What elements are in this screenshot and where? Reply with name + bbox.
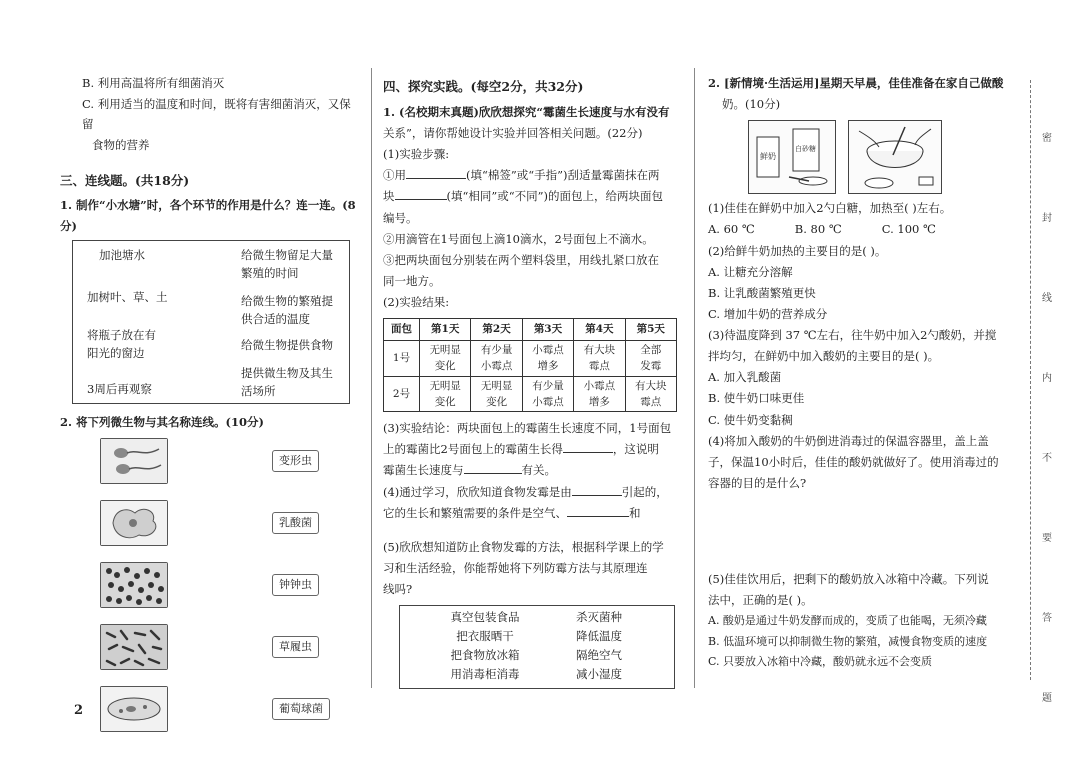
question-2: 2. 将下列微生物与其名称连线。(10分): [60, 414, 264, 429]
question-5-cont: 习和生活经验，你能帮她将下列防霉方法与其原理连: [383, 560, 648, 575]
table-header: 面包: [384, 319, 420, 341]
table-cell: 无明显 变化: [420, 341, 471, 377]
table-header-row: [384, 319, 677, 341]
question-4-text: (4)通过学习，欣欣知道食物发霉是由: [383, 484, 572, 499]
option[interactable]: C. 增加牛奶的营养成分: [708, 306, 828, 321]
margin-char: 内: [1042, 373, 1052, 384]
microbe-picture-lactobacillus[interactable]: [100, 624, 168, 670]
option[interactable]: A. 加入乳酸菌: [708, 370, 782, 385]
part-4-cont: 容器的目的是什么?: [708, 475, 807, 490]
pond-role[interactable]: 给微生物的繁殖提: [241, 293, 333, 308]
mold-method[interactable]: 把衣服晒干: [456, 629, 514, 644]
part-1: (1)佳佳在鲜奶中加入2勺白糖，加热至( )左右。: [708, 201, 952, 216]
pond-role: 繁殖的时间: [241, 265, 299, 280]
option[interactable]: A. 60 ℃: [708, 222, 755, 237]
step-1-text: (填“棉签”或“手指”)刮适量霉菌抹在两: [466, 168, 660, 183]
microbe-row: [60, 434, 358, 496]
microbe-row: [60, 682, 358, 744]
margin-char: 要: [1042, 533, 1052, 544]
stirring-picture: [848, 120, 942, 194]
microbe-name[interactable]: 葡萄球菌: [272, 698, 330, 720]
pond-role[interactable]: 给微生物留足大量: [241, 247, 333, 262]
page-number: 2: [74, 703, 84, 718]
table-cell: 无明显 变化: [471, 376, 522, 412]
mold-method[interactable]: 把食物放冰箱: [450, 648, 520, 663]
sugar-label: 白砂糖: [795, 145, 816, 154]
option[interactable]: B. 80 ℃: [794, 222, 842, 237]
conclusion-text: ，这说明: [612, 442, 659, 457]
margin-char: 密: [1042, 133, 1052, 144]
step-1: [383, 165, 680, 185]
question-2-title-cont: 奶。(10分): [722, 97, 781, 112]
table-cell: 有少量 小霉点: [471, 341, 522, 377]
row-label: 2号: [384, 376, 420, 412]
answer-blank[interactable]: [567, 505, 629, 517]
answer-space[interactable]: [708, 494, 1006, 568]
column-2: [383, 72, 680, 689]
step-2: ②用滴管在1号面包上滴10滴水，2号面包上不滴水。: [383, 231, 654, 246]
results-heading: (2)实验结果:: [383, 295, 450, 309]
table-header: 第4天: [574, 319, 625, 341]
pond-step: 阳光的窗边: [87, 345, 145, 360]
part-1-options: [708, 219, 1006, 239]
table-header: 第5天: [625, 319, 676, 341]
part-4-cont: 子，保温10小时后，佳佳的酸奶就做好了。使用消毒过的: [708, 454, 999, 469]
section-3-title: 三、连线题。(共18分): [60, 172, 190, 188]
table-row: [384, 376, 677, 412]
microbe-picture-staphylococcus[interactable]: [100, 562, 168, 608]
column-divider: [694, 68, 695, 688]
step-1-end: 编号。: [383, 210, 418, 225]
table-cell: 全部 发霉: [625, 341, 676, 377]
part-2: (2)给鲜牛奶加热的主要目的是( )。: [708, 243, 887, 258]
binding-line: [1030, 80, 1031, 680]
answer-blank[interactable]: [464, 462, 522, 474]
pond-step[interactable]: 加树叶、草、土: [87, 289, 168, 304]
option[interactable]: B. 使牛奶口味更佳: [708, 391, 805, 406]
pond-role[interactable]: 提供微生物及其生: [241, 365, 333, 380]
table-cell: 小霉点 增多: [522, 341, 573, 377]
conclusion-line: (3)实验结论：两块面包上的霉菌生长速度不同，1号面包: [383, 421, 672, 436]
mold-method[interactable]: 真空包装食品: [450, 610, 520, 625]
table-cell: 有大块 霉点: [574, 341, 625, 377]
part-3-cont: 拌均匀，在鲜奶中加入酸奶的主要目的是( )。: [708, 349, 940, 364]
question-1-title-cont: 关系”，请你帮她设计实验并回答相关问题。(22分): [383, 126, 643, 140]
option[interactable]: C. 使牛奶变黏稠: [708, 412, 793, 427]
part-5: (5)佳佳饮用后，把剩下的酸奶放入冰箱中冷藏。下列说: [708, 572, 989, 586]
margin-char: 不: [1042, 453, 1052, 464]
option[interactable]: B. 低温环境可以抑制微生物的繁殖，减慢食物变质的速度: [708, 634, 988, 648]
step-3: ③把两块面包分别装在两个塑料袋里，用线扎紧口放在: [383, 252, 659, 267]
margin-char: 答: [1042, 613, 1052, 624]
answer-blank[interactable]: [395, 188, 447, 200]
microbe-name[interactable]: 草履虫: [272, 636, 319, 658]
microbe-row: [60, 496, 358, 558]
option-b: B. 利用高温将所有细菌消灭: [82, 76, 225, 90]
microbe-name[interactable]: 变形虫: [272, 450, 319, 472]
conclusion-line: [383, 460, 680, 480]
table-cell: 有大块 霉点: [625, 376, 676, 412]
column-3: [708, 72, 1006, 672]
pond-step[interactable]: 将瓶子放在有: [87, 327, 156, 342]
mold-principle[interactable]: 减小湿度: [576, 667, 622, 682]
section-4-title: 四、探究实践。(每空2分，共32分): [383, 79, 584, 94]
question-4-cont: [383, 503, 680, 523]
option-c: C. 利用适当的温度和时间，既将有害细菌消灭，又保留: [82, 97, 351, 132]
part-3: (3)待温度降到 37 ℃左右，往牛奶中加入2勺酸奶，并搅: [708, 328, 997, 342]
ingredients-picture: [748, 120, 836, 194]
question-4-text: 和: [629, 505, 641, 520]
microbe-row: [60, 620, 358, 682]
microbe-picture-amoeba[interactable]: [100, 500, 168, 546]
question-1: 1. 制作“小水塘”时，各个环节的作用是什么？连一连。(8分): [60, 198, 356, 233]
margin-char: 线: [1042, 293, 1052, 304]
question-1-title: 1. (名校期末真题)欣欣想探究“霉菌生长速度与水有没有: [383, 104, 670, 119]
conclusion-text: 霉菌生长速度与: [383, 463, 464, 478]
column-divider: [371, 68, 372, 688]
part-4: (4)将加入酸奶的牛奶倒进消毒过的保温容器里，盖上盖: [708, 433, 989, 448]
margin-char: 封: [1042, 213, 1052, 224]
table-cell: 有少量 小霉点: [522, 376, 573, 412]
microbe-picture-bacteria[interactable]: [100, 438, 168, 484]
pond-step[interactable]: 3周后再观察: [87, 381, 152, 396]
question-4: [383, 482, 680, 502]
binding-margin-text: [1040, 130, 1054, 770]
steps-heading: (1)实验步骤:: [383, 147, 450, 162]
step-1-text: ①用: [383, 168, 406, 183]
conclusion-line: [383, 439, 680, 459]
table-cell: 无明显 变化: [420, 376, 471, 412]
question-2-title: 2. [新情境·生活运用]星期天早晨，佳佳准备在家自己做酸: [708, 76, 1004, 90]
table-header: 第1天: [420, 319, 471, 341]
question-4-text: 引起的，: [621, 484, 668, 499]
table-row: [384, 341, 677, 377]
pond-role[interactable]: 给微生物提供食物: [241, 337, 333, 352]
microbe-row: [60, 558, 358, 620]
pond-step[interactable]: 加池塘水: [99, 247, 145, 262]
question-5: (5)欣欣想知道防止食物发霉的方法，根据科学课上的学: [383, 539, 664, 554]
step-1-text: (填“相同”或“不同”)的面包上，给两块面包: [446, 189, 663, 204]
answer-blank[interactable]: [563, 441, 613, 453]
microbe-name[interactable]: 钟钟虫: [272, 574, 319, 596]
table-header: 第2天: [471, 319, 522, 341]
microbe-name[interactable]: 乳酸菌: [272, 512, 319, 534]
step-3-cont: 同一地方。: [383, 273, 441, 288]
mold-principle[interactable]: 隔绝空气: [576, 648, 622, 663]
mold-principle[interactable]: 杀灭菌种: [576, 610, 622, 625]
option[interactable]: B. 让乳酸菌繁殖更快: [708, 285, 816, 300]
margin-char: 题: [1042, 693, 1052, 704]
option-c-cont: 食物的营养: [92, 138, 150, 153]
milk-label: 鲜奶: [760, 152, 776, 162]
step-1-cont: [383, 186, 680, 206]
part-5-cont: 法中，正确的是( )。: [708, 593, 813, 608]
question-4-text: 它的生长和繁殖需要的条件是空气、: [383, 505, 567, 520]
pond-role: 活场所: [241, 383, 276, 398]
option[interactable]: A. 酸奶是通过牛奶发酵而成的，变质了也能喝，无须冷藏: [708, 614, 987, 628]
option[interactable]: C. 只要放入冰箱中冷藏，酸奶就永远不会变质: [708, 654, 933, 668]
table-header: 第3天: [522, 319, 573, 341]
microbe-picture-paramecium[interactable]: [100, 686, 168, 732]
step-1-text: 块: [383, 189, 395, 204]
conclusion-text: 上的霉菌比2号面包上的霉菌生长得: [383, 442, 563, 457]
results-table: [383, 318, 677, 412]
mold-principle[interactable]: 降低温度: [576, 629, 622, 644]
question-5-cont: 线吗?: [383, 582, 413, 597]
matching-box-pond: [72, 240, 350, 404]
answer-blank[interactable]: [406, 167, 466, 179]
row-label: 1号: [384, 341, 420, 377]
table-cell: 小霉点 增多: [574, 376, 625, 412]
yogurt-illustration: [748, 120, 938, 194]
mold-method[interactable]: 用消毒柜消毒: [450, 667, 520, 682]
matching-box-mold: [399, 605, 675, 689]
option[interactable]: A. 让糖充分溶解: [708, 264, 793, 279]
column-1: [60, 72, 358, 744]
pond-role: 供合适的温度: [241, 311, 310, 326]
answer-blank[interactable]: [572, 484, 622, 496]
conclusion-text: 有关。: [521, 463, 556, 478]
option[interactable]: C. 100 ℃: [881, 222, 936, 237]
microbe-matching: [60, 434, 358, 744]
